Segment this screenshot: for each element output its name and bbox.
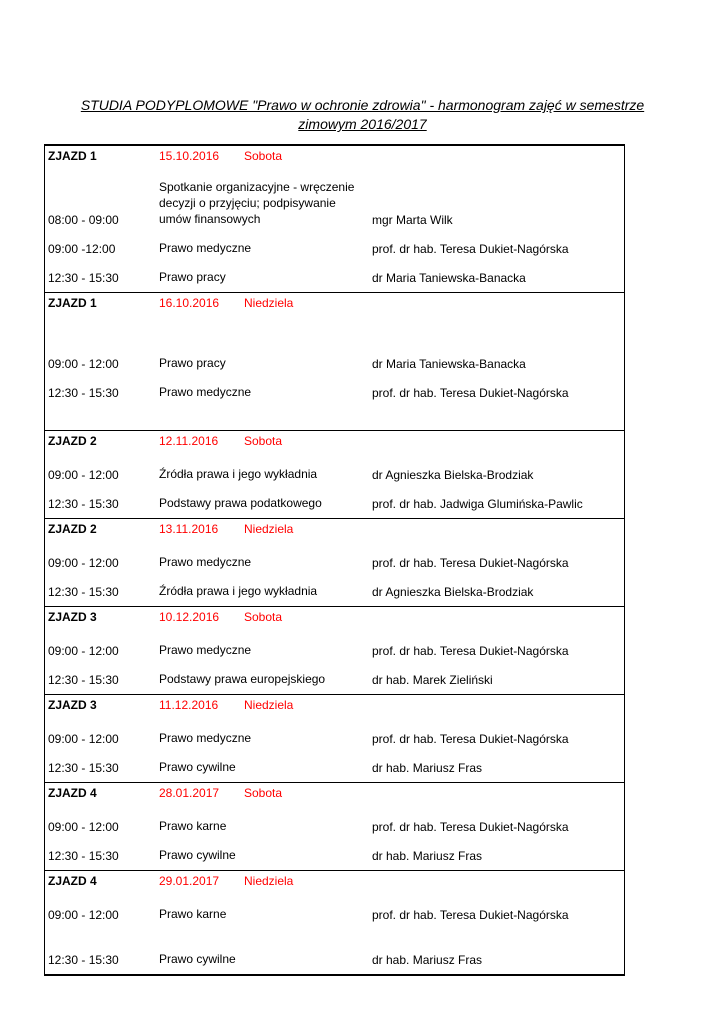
class-teacher: prof. dr hab. Teresa Dukiet-Nagórska <box>372 820 569 834</box>
class-teacher: dr Maria Taniewska-Banacka <box>372 271 526 285</box>
class-subject: Źródła prawa i jego wykładnia <box>159 467 318 481</box>
zjazd-label: ZJAZD 2 <box>48 522 97 536</box>
schedule-block <box>45 518 624 606</box>
zjazd-label: ZJAZD 4 <box>48 786 97 800</box>
schedule-row <box>45 378 624 407</box>
zjazd-label: ZJAZD 4 <box>48 874 97 888</box>
class-subject: Prawo cywilne <box>159 760 236 774</box>
schedule-row <box>45 263 624 292</box>
class-time: 09:00 - 12:00 <box>48 820 119 834</box>
schedule-row <box>45 234 624 263</box>
block-header <box>45 871 624 900</box>
class-subject: Prawo pracy <box>159 270 226 284</box>
class-teacher: dr Agnieszka Bielska-Brodziak <box>372 468 534 482</box>
class-time: 12:30 - 15:30 <box>48 761 119 775</box>
zjazd-day: Sobota <box>244 610 283 624</box>
class-time: 12:30 - 15:30 <box>48 849 119 863</box>
class-teacher: prof. dr hab. Teresa Dukiet-Nagórska <box>372 556 569 570</box>
zjazd-date: 29.01.2017 <box>159 874 220 888</box>
class-time: 09:00 - 12:00 <box>48 644 119 658</box>
class-time: 12:30 - 15:30 <box>48 953 119 967</box>
class-subject: Prawo cywilne <box>159 952 236 966</box>
class-time: 09:00 - 12:00 <box>48 732 119 746</box>
schedule-block <box>45 292 624 430</box>
class-subject: Prawo medyczne <box>159 643 252 657</box>
zjazd-day: Niedziela <box>244 874 294 888</box>
class-teacher: dr hab. Mariusz Fras <box>372 849 483 863</box>
class-teacher: dr hab. Mariusz Fras <box>372 761 483 775</box>
zjazd-date: 11.12.2016 <box>159 698 219 712</box>
schedule-block <box>45 870 624 974</box>
class-time: 12:30 - 15:30 <box>48 271 119 285</box>
block-header <box>45 431 624 460</box>
schedule-block <box>45 146 624 292</box>
zjazd-day: Niedziela <box>244 296 294 310</box>
title-line-1: STUDIA PODYPLOMOWE "Prawo w ochronie zdrowia" - harmonogram zajęć w semestrze <box>80 97 645 113</box>
schedule-row <box>45 460 624 489</box>
class-time: 12:30 - 15:30 <box>48 497 119 511</box>
block-header <box>45 783 624 812</box>
schedule-row <box>45 168 624 234</box>
schedule-table <box>44 144 625 976</box>
zjazd-label: ZJAZD 2 <box>48 434 97 448</box>
schedule-row <box>45 753 624 782</box>
class-subject: Prawo pracy <box>159 356 226 370</box>
schedule-block <box>45 694 624 782</box>
class-subject: Prawo cywilne <box>159 848 236 862</box>
zjazd-date: 15.10.2016 <box>159 149 220 163</box>
zjazd-date: 12.11.2016 <box>159 434 219 448</box>
class-teacher: prof. dr hab. Jadwiga Glumińska-Pawlic <box>372 497 583 511</box>
class-subject: Prawo medyczne <box>159 241 252 255</box>
schedule-row <box>45 724 624 753</box>
class-subject: Spotkanie organizacyjne - wręczenie decyzji o przyjęciu; podpisywanie umów finansowych <box>159 180 355 226</box>
schedule-row <box>45 322 624 378</box>
zjazd-label: ZJAZD 3 <box>48 610 97 624</box>
class-teacher: dr Maria Taniewska-Banacka <box>372 357 526 371</box>
class-subject: Podstawy prawa europejskiego <box>159 672 326 686</box>
schedule-row <box>45 841 624 870</box>
schedule-row <box>45 929 624 974</box>
block-spacer <box>45 407 624 430</box>
zjazd-date: 28.01.2017 <box>159 786 220 800</box>
schedule-row <box>45 577 624 606</box>
title-line-2: zimowym 2016/2017 <box>298 116 427 132</box>
schedule-row <box>45 812 624 841</box>
class-time: 09:00 - 12:00 <box>48 468 119 482</box>
zjazd-label: ZJAZD 3 <box>48 698 97 712</box>
class-time: 12:30 - 15:30 <box>48 585 119 599</box>
zjazd-day: Niedziela <box>244 522 294 536</box>
class-subject: Prawo karne <box>159 819 227 833</box>
class-time: 12:30 - 15:30 <box>48 673 119 687</box>
class-teacher: dr hab. Mariusz Fras <box>372 953 483 967</box>
class-teacher: prof. dr hab. Teresa Dukiet-Nagórska <box>372 386 569 400</box>
block-header <box>45 293 624 322</box>
class-subject: Źródła prawa i jego wykładnia <box>159 584 318 598</box>
class-subject: Prawo medyczne <box>159 731 252 745</box>
zjazd-day: Sobota <box>244 149 283 163</box>
zjazd-day: Niedziela <box>244 698 294 712</box>
class-teacher: prof. dr hab. Teresa Dukiet-Nagórska <box>372 908 569 922</box>
block-header <box>45 607 624 636</box>
class-time: 09:00 - 12:00 <box>48 556 119 570</box>
class-time: 09:00 - 12:00 <box>48 357 119 371</box>
schedule-block <box>45 606 624 694</box>
class-teacher: prof. dr hab. Teresa Dukiet-Nagórska <box>372 242 569 256</box>
class-subject: Prawo medyczne <box>159 385 252 399</box>
schedule-row <box>45 548 624 577</box>
class-time: 09:00 - 12:00 <box>48 908 119 922</box>
class-time: 08:00 - 09:00 <box>48 213 119 227</box>
class-time: 12:30 - 15:30 <box>48 386 119 400</box>
class-time: 09:00 -12:00 <box>48 242 116 256</box>
schedule-row <box>45 636 624 665</box>
class-subject: Prawo medyczne <box>159 555 252 569</box>
schedule-block <box>45 430 624 518</box>
class-subject: Prawo karne <box>159 907 227 921</box>
zjazd-label: ZJAZD 1 <box>48 296 97 310</box>
class-teacher: prof. dr hab. Teresa Dukiet-Nagórska <box>372 644 569 658</box>
class-teacher: dr hab. Marek Zieliński <box>372 673 493 687</box>
schedule-block <box>45 782 624 870</box>
schedule-row <box>45 489 624 518</box>
block-header <box>45 146 624 168</box>
class-teacher: mgr Marta Wilk <box>372 213 453 227</box>
schedule-row <box>45 900 624 929</box>
zjazd-day: Sobota <box>244 786 283 800</box>
class-teacher: dr Agnieszka Bielska-Brodziak <box>372 585 534 599</box>
zjazd-date: 16.10.2016 <box>159 296 220 310</box>
block-header <box>45 519 624 548</box>
zjazd-label: ZJAZD 1 <box>48 149 97 163</box>
class-subject: Podstawy prawa podatkowego <box>159 496 322 510</box>
zjazd-date: 13.11.2016 <box>159 522 219 536</box>
zjazd-date: 10.12.2016 <box>159 610 220 624</box>
block-header <box>45 695 624 724</box>
document-title <box>40 96 685 134</box>
zjazd-day: Sobota <box>244 434 283 448</box>
schedule-row <box>45 665 624 694</box>
class-teacher: prof. dr hab. Teresa Dukiet-Nagórska <box>372 732 569 746</box>
